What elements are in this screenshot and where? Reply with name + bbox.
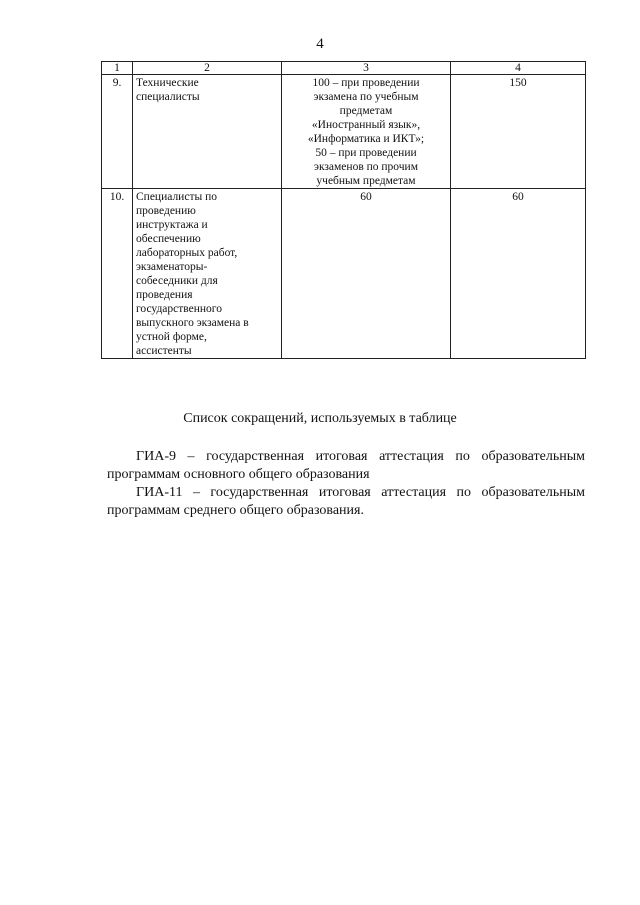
table-row: [102, 75, 586, 189]
cell-line: выпускного экзамена в: [136, 317, 249, 329]
abbreviation-item: ГИА-9 – государственная итоговая аттестация по образовательным программам основного общего образования: [107, 449, 585, 482]
cell-line: проведению: [136, 205, 196, 217]
cell-line: предметам: [339, 105, 393, 117]
cell-line: учебным предметам: [316, 175, 416, 187]
table-row: [102, 189, 586, 359]
cell-line: лабораторных работ,: [136, 247, 238, 259]
table-header-cell: 4: [451, 62, 586, 75]
category-cell: [133, 189, 282, 359]
personnel-table: [101, 61, 586, 359]
cell-line: специалисты: [136, 91, 200, 103]
cell-line: проведения: [136, 289, 193, 301]
total-cell: 60: [451, 189, 586, 359]
cell-line: устной форме,: [136, 331, 207, 343]
cell-line: «Иностранный язык»,: [311, 119, 421, 131]
row-number: 10.: [102, 189, 133, 359]
cell-line: обеспечению: [136, 233, 201, 245]
cell-line: ассистенты: [136, 345, 192, 357]
abbreviations-title: Список сокращений, используемых в таблице: [183, 411, 457, 426]
cell-line: экзаменов по прочим: [314, 161, 418, 173]
table-header-cell: 3: [282, 62, 451, 75]
cell-line: 100 – при проведении: [312, 77, 420, 89]
cell-line: Технические: [136, 77, 199, 89]
table-header-cell: 2: [133, 62, 282, 75]
cell-line: «Информатика и ИКТ»;: [307, 133, 425, 145]
row-number: 9.: [102, 75, 133, 189]
cell-line: экзамена по учебным: [313, 91, 419, 103]
page-number: 4: [316, 36, 324, 52]
abbreviations-list: [107, 448, 585, 520]
category-cell: [133, 75, 282, 189]
cell-line: государственного: [136, 303, 222, 315]
table-header-row: [102, 62, 586, 75]
count-cell: [282, 75, 451, 189]
cell-line: Специалисты по: [136, 191, 217, 203]
count-cell: [282, 189, 451, 359]
cell-line: 50 – при проведении: [315, 147, 417, 159]
cell-line: инструктажа и: [136, 219, 208, 231]
abbreviation-item: ГИА-11 – государственная итоговая аттестация по образовательным программам среднего общего образования.: [107, 485, 585, 518]
table-header-cell: 1: [102, 62, 133, 75]
total-cell: 150: [451, 75, 586, 189]
cell-line: 60: [360, 191, 372, 203]
cell-line: собеседники для: [136, 275, 218, 287]
cell-line: экзаменаторы-: [136, 261, 208, 273]
